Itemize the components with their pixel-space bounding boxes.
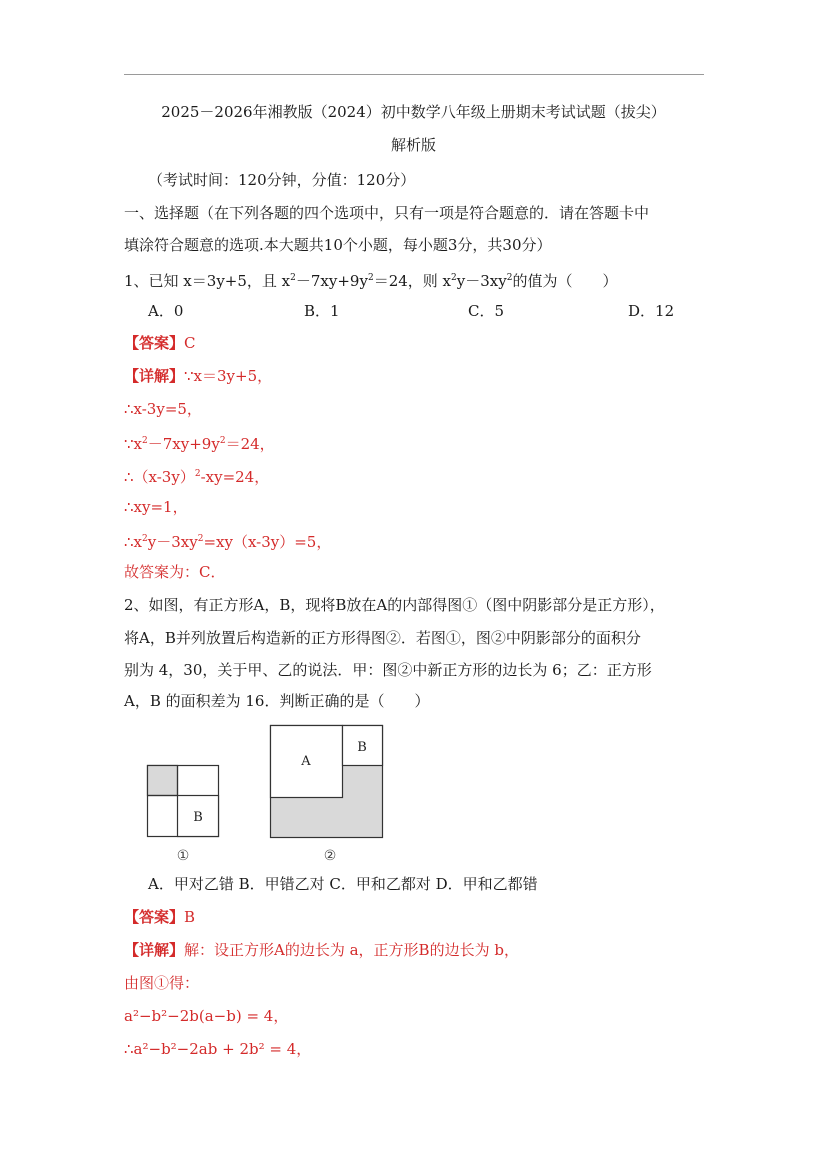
q1-exponent: 2 <box>367 273 374 283</box>
label-a: A <box>301 754 311 769</box>
header-rule <box>124 74 704 75</box>
section-heading-line-1: 一、选择题（在下列各题的四个选项中，只有一项是符合题意的．请在答题卡中 <box>124 204 650 222</box>
q1-option-d: D．12 <box>628 302 675 320</box>
figure-1-caption: ① <box>176 848 190 864</box>
title-line-1: 2025－2026年湘教版（2024）初中数学八年级上册期末考试试题（拔尖） <box>161 103 666 121</box>
q2-answer <box>124 907 195 927</box>
q1-detail-step-2: ∴x-3y=5， <box>124 400 202 418</box>
shaded-square <box>148 766 178 796</box>
step-part: -xy=24， <box>200 468 270 486</box>
answer-label: 【答案】 <box>124 334 185 352</box>
q2-stem-line-4: A，B 的面积差为 16．判断正确的是（ ） <box>124 692 430 710</box>
q1-detail-line-1 <box>124 366 272 386</box>
q2-stem-line-3: 别为 4，30，关于甲、乙的说法．甲：图②中新正方形的边长为 6；乙：正方形 <box>124 661 652 679</box>
figure-2 <box>262 720 392 870</box>
figure-2-caption: ② <box>323 848 337 864</box>
step-part: ∵x <box>124 435 143 453</box>
q1-option-a: A．0 <box>148 302 184 320</box>
q1-stem <box>124 268 617 291</box>
q1-stem-part: 1、已知 x＝3y+5，且 x <box>124 272 291 290</box>
figure-1 <box>140 760 230 870</box>
q2-stem-line-2: 将A，B并列放置后构造新的正方形得图②．若图①，图②中阴影部分的面积分 <box>124 629 641 647</box>
q2-options: A．甲对乙错 B．甲错乙对 C．甲和乙都对 D．甲和乙都错 <box>148 875 538 893</box>
q1-stem-part: ＝24，则 x <box>373 272 452 290</box>
q1-option-c: C．5 <box>468 302 505 320</box>
detail-label: 【详解】 <box>124 941 185 959</box>
q1-stem-part: y－3xy <box>456 272 507 290</box>
step-part: ＝24， <box>225 435 275 453</box>
step-part: ∴x <box>124 533 143 551</box>
detail-label: 【详解】 <box>124 367 185 385</box>
step-exponent: 2 <box>142 436 148 446</box>
q1-stem-part: －7xy+9y <box>295 272 368 290</box>
q1-detail-step-6 <box>124 529 331 552</box>
answer-value: B <box>184 908 196 926</box>
q2-stem-line-1: 2、如图，有正方形A，B，现将B放在A的内部得图①（图中阴影部分是正方形）， <box>124 596 665 614</box>
q1-detail-step-7: 故答案为：C． <box>124 563 226 581</box>
q1-detail-step-3 <box>124 431 275 454</box>
step-part: ∴（x-3y） <box>124 468 195 486</box>
q2-step-1: 由图①得： <box>124 974 200 992</box>
answer-value: C <box>184 334 196 352</box>
q1-exponent: 2 <box>506 273 513 283</box>
q1-answer <box>124 333 196 353</box>
q1-stem-part: 的值为（ ） <box>512 272 618 290</box>
q1-detail-step-5: ∴xy=1， <box>124 498 188 516</box>
q2-step-2: a²−b²−2b(a−b) = 4， <box>124 1007 289 1025</box>
q1-exponent: 2 <box>290 273 296 283</box>
q2-detail <box>124 940 519 960</box>
step-part: y－3xy <box>147 533 198 551</box>
q1-detail-step-4 <box>124 464 269 487</box>
step-part: －7xy+9y <box>147 435 220 453</box>
detail-text: 解：设正方形A的边长为 a，正方形B的边长为 b， <box>184 941 519 959</box>
q2-step-3: ∴a²−b²−2ab + 2b² = 4， <box>124 1040 312 1058</box>
step-exponent: 2 <box>194 469 201 479</box>
q1-option-b: B．1 <box>304 302 340 320</box>
detail-step: ∵x＝3y+5， <box>184 367 273 385</box>
step-part: =xy（x-3y）=5， <box>203 533 332 551</box>
exam-info: （考试时间：120分钟，分值：120分） <box>148 171 416 189</box>
q1-exponent: 2 <box>451 273 457 283</box>
step-exponent: 2 <box>197 534 204 544</box>
section-heading-line-2: 填涂符合题意的选项.本大题共10个小题，每小题3分，共30分） <box>124 236 552 254</box>
step-exponent: 2 <box>219 436 226 446</box>
label-b: B <box>193 810 203 825</box>
step-exponent: 2 <box>142 534 148 544</box>
label-b: B <box>357 740 367 755</box>
answer-label: 【答案】 <box>124 908 185 926</box>
title-line-2: 解析版 <box>390 136 436 154</box>
